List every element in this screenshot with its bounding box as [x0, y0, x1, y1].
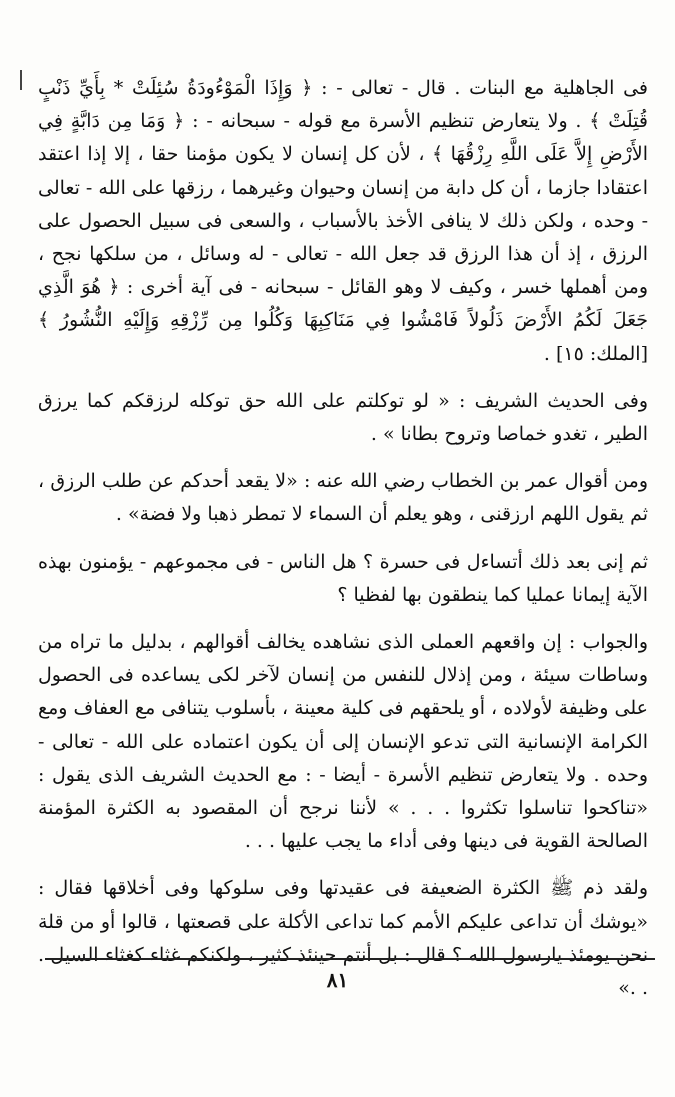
paragraph-weak-majority-hadith: ولقد ذم ﷺ الكثرة الضعيفة فى عقيدتها وفى سلوكها وفى أخلاقها فقال : «يوشك أن تداعى عليكم الأمم كما تداعى الأكلة على قصعتها ، قالوا أو من قلة نحن يومئذ يارسول الله ؟ قال : بل أنتم حينئذ كثير ، ولكنكم غثاء كغثاء السيل . . .» [38, 877, 648, 1000]
paragraph-umar-quote: ومن أقوال عمر بن الخطاب رضي الله عنه : «لا يقعد أحدكم عن طلب الرزق ، ثم يقول اللهم ارزقنى ، وهو يعلم أن السماء لا تمطر ذهبا ولا فضة» . [38, 470, 648, 526]
margin-mark [20, 70, 22, 90]
page-number: ٨١ [326, 968, 349, 992]
body-text [38, 72, 648, 1005]
paragraph-family-planning-rizq: فى الجاهلية مع البنات . قال - تعالى - : ﴿ وَإِذَا الْمَوْءُودَةُ سُئِلَتْ * بِأَيِّ ذَنْبٍ قُتِلَتْ ﴾ . ولا يتعارض تنظيم الأسرة مع قوله - سبحانه - : ﴿ وَمَا مِن دَابَّةٍ فِي الأَرْضِ إِلاَّ عَلَى اللَّهِ رِزْقُهَا ﴾ ، لأن كل إنسان لا يكون مؤمنا حقا ، إلا إذا اعتقد اعتقادا جازما ، أن كل دابة من إنسان وحيوان وغيرهما ، رزقها على الله - تعالى - وحده ، ولكن ذلك لا ينافى الأخذ بالأسباب ، والسعى فى سبيل الحصول على الرزق ، إذ أن هذا الرزق قد جعل الله - تعالى - له وسائل ، من سلكها نجح ، ومن أهملها خسر ، وكيف لا وهو القائل - سبحانه - فى آية أخرى : ﴿ هُوَ الَّذِي جَعَلَ لَكُمُ الأَرْضَ ذَلُولاً فَامْشُوا فِي مَنَاكِبِهَا وَكُلُوا مِن رِّزْقِهِ وَإِلَيْهِ النُّشُورُ ﴾ [الملك: ١٥] . [38, 77, 648, 365]
paragraph-answer: والجواب : إن واقعهم العملى الذى نشاهده يخالف أقوالهم ، بدليل ما تراه من وساطات سيئة ، ومن إذلال للنفس من إنسان لآخر لكى يساعده فى الحصول على وظيفة لأولاده ، أو يلحقهم فى كلية معينة ، بأسلوب يتنافى مع العفاف ومع الكرامة الإنسانية التى تدعو الإنسان إلى أن يكون اعتماده على الله - تعالى - وحده . ولا يتعارض تنظيم الأسرة - أيضا - : مع الحديث الشريف الذى يقول : «تناكحوا تناسلوا تكثروا . . . » لأننا نرجح أن المقصود به الكثرة المؤمنة الصالحة القوية فى دينها وفى أداء ما يجب عليها . . . [38, 631, 648, 853]
paragraph-question: ثم إنى بعد ذلك أتساءل فى حسرة ؟ هل الناس - فى مجموعهم - يؤمنون بهذه الآية إيمانا عمليا كما ينطقون بها لفظيا ؟ [38, 550, 648, 606]
footer-divider [45, 958, 655, 960]
paragraph-hadith-tawakkul: وفى الحديث الشريف : « لو توكلتم على الله حق توكله لرزقكم كما يرزق الطير ، تغدو خماصا وتروح بطانا » . [38, 389, 648, 446]
